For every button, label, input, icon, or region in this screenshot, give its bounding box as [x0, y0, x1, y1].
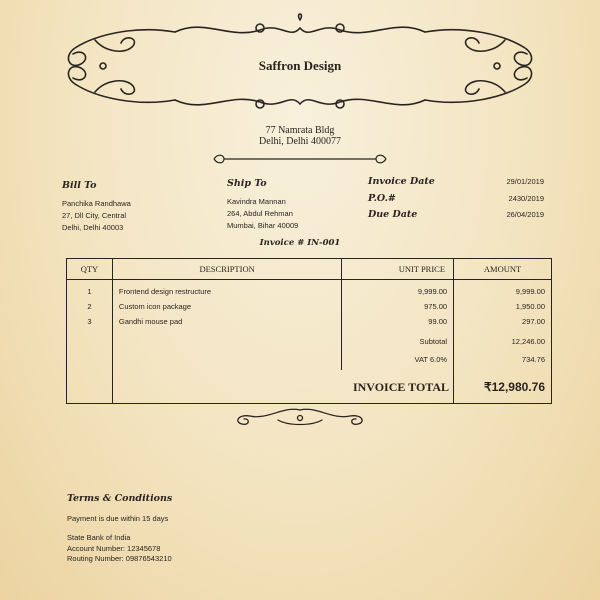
po-value: 2430/2019 [508, 194, 544, 203]
header-unit-price: UNIT PRICE [342, 259, 454, 280]
row-unit-price: 975.00 [342, 299, 454, 314]
ship-to-name: Kavindra Mannan [227, 197, 286, 206]
row-amount: 297.00 [454, 314, 552, 329]
vat-value: 734.76 [454, 352, 552, 370]
table-row [67, 280, 552, 300]
row-unit-price: 99.00 [342, 314, 454, 329]
total-row [67, 370, 552, 403]
payment-terms: Payment is due within 15 days [67, 514, 169, 523]
company-name: Saffron Design [258, 58, 342, 73]
account-number: Account Number: 12345678 [67, 543, 161, 553]
ship-to-line2: Mumbai, Bihar 40009 [227, 221, 299, 230]
row-description: Frontend design restructure [112, 280, 341, 300]
due-date-value: 26/04/2019 [506, 210, 544, 219]
company-address-line1: 77 Namrata Bldg [265, 125, 335, 136]
header-qty: QTY [67, 259, 113, 280]
row-qty: 1 [87, 287, 92, 296]
vat-label: VAT 6.0% [342, 352, 454, 370]
invoice-total-value: ₹12,980.76 [454, 370, 552, 403]
invoice-total-label: INVOICE TOTAL [112, 370, 453, 403]
ship-to-label: Ship To [227, 178, 267, 189]
ship-to-line1: 264, Abdul Rehman [227, 209, 293, 218]
bank-name: State Bank of India [67, 533, 131, 542]
vat-row [67, 352, 552, 370]
row-amount: 1,950.00 [454, 299, 552, 314]
table-header-row [67, 259, 552, 280]
invoice-date-value: 29/01/2019 [506, 177, 544, 186]
bill-to-label: Bill To [62, 180, 97, 191]
subtotal-value: 12,246.00 [454, 329, 552, 352]
due-date-label: Due Date [368, 209, 418, 220]
row-unit-price: 9,999.00 [342, 280, 454, 300]
row-qty: 3 [87, 317, 92, 326]
table-row [67, 299, 552, 314]
header-amount: AMOUNT [454, 259, 552, 280]
row-description: Custom icon package [112, 299, 341, 314]
terms-title: Terms & Conditions [67, 493, 173, 504]
row-qty: 2 [87, 302, 92, 311]
bill-to-line1: 27, Dll City, Central [62, 211, 127, 220]
routing-number: Routing Number: 09876543210 [67, 554, 172, 563]
divider-ornament [210, 152, 390, 166]
invoice-items-table [66, 258, 552, 404]
subtotal-row [67, 329, 552, 352]
bill-to-name: Panchika Randhawa [62, 199, 131, 208]
header-description: DESCRIPTION [112, 259, 341, 280]
row-description: Gandhi mouse pad [112, 314, 341, 329]
table-row [67, 314, 552, 329]
company-address-line2: Delhi, Delhi 400077 [259, 136, 341, 147]
bill-to-line2: Delhi, Delhi 40003 [62, 223, 124, 232]
invoice-number: Invoice # IN-001 [259, 238, 341, 248]
po-label: P.O.# [368, 193, 396, 204]
invoice-date-label: Invoice Date [368, 176, 435, 187]
subtotal-label: Subtotal [342, 329, 454, 352]
row-amount: 9,999.00 [454, 280, 552, 300]
footer-ornament [228, 406, 372, 428]
